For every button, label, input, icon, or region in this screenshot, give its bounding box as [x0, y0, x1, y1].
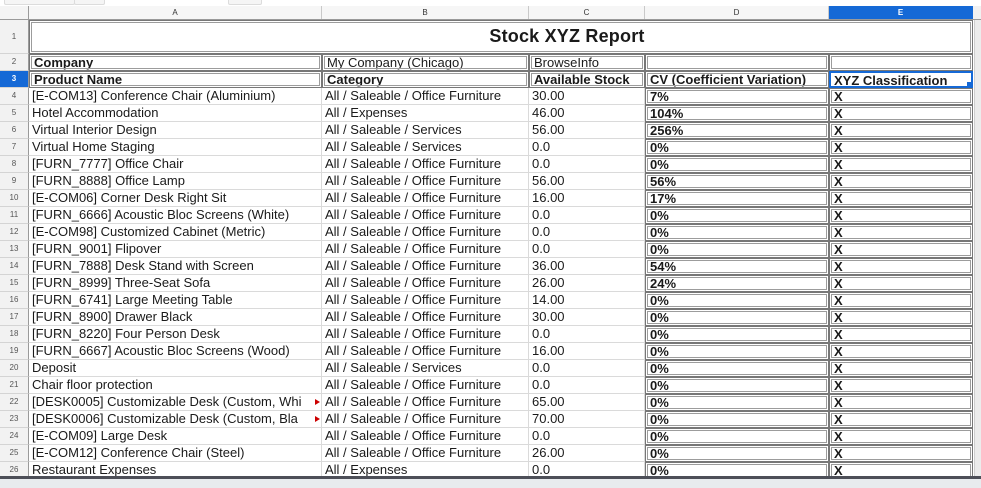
row-number[interactable]: 6	[0, 122, 29, 139]
cell-xyz-classification[interactable]: X	[829, 428, 973, 445]
cell-available-stock[interactable]: 26.00	[529, 445, 645, 462]
header-category[interactable]: Category	[322, 71, 529, 88]
cell-product-name[interactable]	[29, 224, 322, 241]
cell-xyz-classification[interactable]: X	[829, 309, 973, 326]
cell-category[interactable]: All / Saleable / Office Furniture	[322, 292, 529, 309]
row-header-3-selected[interactable]: 3	[0, 71, 29, 88]
header-product-name[interactable]: Product Name	[29, 71, 322, 88]
cell-category[interactable]: All / Saleable / Office Furniture	[322, 343, 529, 360]
cell-product-name[interactable]	[29, 190, 322, 207]
cell-cv[interactable]: 0%	[645, 377, 829, 394]
table-row	[0, 122, 974, 139]
cell-available-stock[interactable]: 0.0	[529, 360, 645, 377]
product-name-text: [FURN_6741] Large Meeting Table	[32, 292, 233, 307]
cell-product-name[interactable]	[29, 445, 322, 462]
table-row	[0, 190, 974, 207]
cell-available-stock[interactable]: 56.00	[529, 122, 645, 139]
cell-product-name[interactable]	[29, 292, 322, 309]
cell-category[interactable]: All / Saleable / Office Furniture	[322, 224, 529, 241]
cell-xyz-classification[interactable]: X	[829, 394, 973, 411]
cell-xyz-classification[interactable]: X	[829, 445, 973, 462]
product-name-text: [FURN_8999] Three-Seat Sofa	[32, 275, 211, 290]
product-name-text: [FURN_7888] Desk Stand with Screen	[32, 258, 254, 273]
cell-category[interactable]: All / Expenses	[322, 462, 529, 476]
cell-available-stock[interactable]: 0.0	[529, 139, 645, 156]
cell-xyz-classification[interactable]: X	[829, 88, 973, 105]
cell-available-stock[interactable]: 26.00	[529, 275, 645, 292]
product-name-text: Deposit	[32, 360, 77, 375]
cell-cv[interactable]: 17%	[645, 190, 829, 207]
product-name-text: Hotel Accommodation	[32, 105, 159, 120]
cell-cv[interactable]: 0%	[645, 241, 829, 258]
cell-available-stock[interactable]: 0.0	[529, 224, 645, 241]
toolbar-fragment	[228, 0, 262, 5]
cell-cv[interactable]: 56%	[645, 173, 829, 190]
cell-cv[interactable]: 0%	[645, 343, 829, 360]
row-number[interactable]: 10	[0, 190, 29, 207]
cell-available-stock[interactable]: 46.00	[529, 105, 645, 122]
cell-category[interactable]: All / Saleable / Office Furniture	[322, 275, 529, 292]
table-row	[0, 275, 974, 292]
cell-product-name[interactable]	[29, 411, 322, 428]
cell-xyz-classification[interactable]: X	[829, 411, 973, 428]
toolbar-fragment	[4, 0, 75, 5]
cell-category[interactable]: All / Saleable / Services	[322, 139, 529, 156]
cell-xyz-classification[interactable]: X	[829, 275, 973, 292]
row-number[interactable]: 11	[0, 207, 29, 224]
cell-cv[interactable]: 54%	[645, 258, 829, 275]
row-number[interactable]: 19	[0, 343, 29, 360]
cell-xyz-classification[interactable]: X	[829, 462, 973, 476]
cell-product-name[interactable]	[29, 207, 322, 224]
cell-product-name[interactable]	[29, 462, 322, 476]
cell-category[interactable]: All / Saleable / Office Furniture	[322, 207, 529, 224]
table-row	[0, 445, 974, 462]
row-number[interactable]: 18	[0, 326, 29, 343]
cell-xyz-classification[interactable]: X	[829, 292, 973, 309]
table-row	[0, 360, 974, 377]
cell-xyz-classification[interactable]: X	[829, 258, 973, 275]
row-number[interactable]: 23	[0, 411, 29, 428]
cell-xyz-classification[interactable]: X	[829, 377, 973, 394]
product-name-text: [DESK0005] Customizable Desk (Custom, Whi	[32, 394, 302, 409]
cell-available-stock[interactable]: 0.0	[529, 377, 645, 394]
cell-category[interactable]: All / Saleable / Office Furniture	[322, 88, 529, 105]
cell-available-stock[interactable]: 30.00	[529, 88, 645, 105]
cell-cv[interactable]: 0%	[645, 224, 829, 241]
cell-product-name[interactable]	[29, 428, 322, 445]
cell-available-stock[interactable]: 70.00	[529, 411, 645, 428]
table-row	[0, 258, 974, 275]
header-available-stock[interactable]: Available Stock	[529, 71, 645, 88]
cell-product-name[interactable]	[29, 360, 322, 377]
row-number[interactable]: 5	[0, 105, 29, 122]
product-name-text: [E-COM98] Customized Cabinet (Metric)	[32, 224, 266, 239]
product-name-text: [FURN_8888] Office Lamp	[32, 173, 185, 188]
cell-cv[interactable]: 0%	[645, 411, 829, 428]
cell-cv[interactable]: 256%	[645, 122, 829, 139]
row-number[interactable]: 20	[0, 360, 29, 377]
source-value-cell[interactable]: BrowseInfo	[529, 54, 645, 71]
sheet-area	[0, 20, 974, 476]
cell-cv[interactable]: 0%	[645, 156, 829, 173]
cell-available-stock[interactable]: 30.00	[529, 309, 645, 326]
cell-xyz-classification[interactable]: X	[829, 105, 973, 122]
cell-cv[interactable]: 0%	[645, 207, 829, 224]
cell-available-stock[interactable]: 0.0	[529, 207, 645, 224]
cell-product-name[interactable]	[29, 173, 322, 190]
table-row	[0, 139, 974, 156]
cell-product-name[interactable]	[29, 139, 322, 156]
row-number[interactable]: 16	[0, 292, 29, 309]
company-label-cell[interactable]: Company	[29, 54, 322, 71]
cell-product-name[interactable]	[29, 258, 322, 275]
product-name-text: [FURN_9001] Flipover	[32, 241, 162, 256]
row-header-2[interactable]: 2	[0, 54, 29, 71]
cell-category[interactable]: All / Saleable / Office Furniture	[322, 428, 529, 445]
toolbar-fragment	[74, 0, 105, 5]
table-row	[0, 105, 974, 122]
column-header-filler	[973, 6, 981, 19]
cell-available-stock[interactable]: 56.00	[529, 173, 645, 190]
cell-available-stock[interactable]: 16.00	[529, 190, 645, 207]
cell-category[interactable]: All / Expenses	[322, 105, 529, 122]
row-header-1[interactable]: 1	[0, 20, 29, 54]
cell-xyz-classification[interactable]: X	[829, 241, 973, 258]
cell-available-stock[interactable]: 65.00	[529, 394, 645, 411]
column-header-a[interactable]: A	[29, 6, 322, 19]
table-row	[0, 428, 974, 445]
column-header-c[interactable]: C	[529, 6, 645, 19]
cell-xyz-classification[interactable]: X	[829, 326, 973, 343]
column-header-b[interactable]: B	[322, 6, 529, 19]
cell-category[interactable]: All / Saleable / Services	[322, 360, 529, 377]
cell-xyz-classification[interactable]: X	[829, 156, 973, 173]
row-number[interactable]: 13	[0, 241, 29, 258]
cell-category[interactable]: All / Saleable / Office Furniture	[322, 326, 529, 343]
cell-category[interactable]: All / Saleable / Office Furniture	[322, 411, 529, 428]
title-row	[0, 20, 974, 54]
cell-xyz-classification[interactable]: X	[829, 224, 973, 241]
product-name-text: [FURN_8900] Drawer Black	[32, 309, 193, 324]
row-number[interactable]: 24	[0, 428, 29, 445]
report-title: Stock XYZ Report	[489, 26, 645, 46]
cell-category[interactable]: All / Saleable / Office Furniture	[322, 445, 529, 462]
table-header-row	[0, 71, 974, 88]
cell-cv[interactable]: 0%	[645, 445, 829, 462]
cell-product-name[interactable]	[29, 309, 322, 326]
header-cv[interactable]: CV (Coefficient Variation)	[645, 71, 829, 88]
row-number[interactable]: 17	[0, 309, 29, 326]
table-row	[0, 309, 974, 326]
cell-product-name[interactable]	[29, 343, 322, 360]
table-row	[0, 207, 974, 224]
row-number[interactable]: 21	[0, 377, 29, 394]
row-number[interactable]: 7	[0, 139, 29, 156]
cell-xyz-classification[interactable]: X	[829, 207, 973, 224]
cell-product-name[interactable]	[29, 105, 322, 122]
empty-cell-e2[interactable]	[829, 54, 973, 71]
cell-available-stock[interactable]: 14.00	[529, 292, 645, 309]
product-name-text: [FURN_6667] Acoustic Bloc Screens (Wood)	[32, 343, 290, 358]
cell-available-stock[interactable]: 16.00	[529, 343, 645, 360]
product-name-text: [FURN_8220] Four Person Desk	[32, 326, 220, 341]
cell-product-name[interactable]	[29, 241, 322, 258]
data-rows-container	[0, 88, 974, 476]
cell-cv[interactable]: 0%	[645, 309, 829, 326]
table-row	[0, 156, 974, 173]
column-header-d[interactable]: D	[645, 6, 829, 19]
table-row	[0, 241, 974, 258]
cell-product-name[interactable]	[29, 88, 322, 105]
cell-available-stock[interactable]: 36.00	[529, 258, 645, 275]
product-name-text: Restaurant Expenses	[32, 462, 157, 476]
cell-category[interactable]: All / Saleable / Office Furniture	[322, 394, 529, 411]
cell-cv[interactable]: 24%	[645, 275, 829, 292]
column-header-e-selected[interactable]: E	[829, 6, 973, 19]
product-name-text: [E-COM13] Conference Chair (Aluminium)	[32, 88, 276, 103]
product-name-text: Virtual Home Staging	[32, 139, 155, 154]
product-name-text: [DESK0006] Customizable Desk (Custom, Bla	[32, 411, 298, 426]
row-number[interactable]: 9	[0, 173, 29, 190]
table-row	[0, 343, 974, 360]
row-number[interactable]: 26	[0, 462, 29, 476]
select-all-corner[interactable]	[0, 6, 29, 19]
cell-cv[interactable]: 0%	[645, 360, 829, 377]
bottom-chrome-strip	[0, 479, 981, 488]
cell-category[interactable]: All / Saleable / Office Furniture	[322, 258, 529, 275]
cell-category[interactable]: All / Saleable / Office Furniture	[322, 156, 529, 173]
product-name-text: [FURN_7777] Office Chair	[32, 156, 184, 171]
product-name-text: [FURN_6666] Acoustic Bloc Screens (White)	[32, 207, 290, 222]
cell-cv[interactable]: 0%	[645, 428, 829, 445]
row-number[interactable]: 22	[0, 394, 29, 411]
cell-product-name[interactable]	[29, 394, 322, 411]
row-number[interactable]: 4	[0, 88, 29, 105]
cell-product-name[interactable]	[29, 275, 322, 292]
header-xyz-label: XYZ Classification	[834, 73, 948, 88]
table-row	[0, 377, 974, 394]
table-row	[0, 292, 974, 309]
text-overflow-icon	[315, 416, 320, 422]
cell-xyz-classification[interactable]: X	[829, 122, 973, 139]
table-row	[0, 411, 974, 428]
row-number[interactable]: 8	[0, 156, 29, 173]
cell-available-stock[interactable]: 0.0	[529, 428, 645, 445]
cell-cv[interactable]: 7%	[645, 88, 829, 105]
table-row	[0, 173, 974, 190]
product-name-text: [E-COM09] Large Desk	[32, 428, 168, 443]
cell-product-name[interactable]	[29, 156, 322, 173]
text-overflow-icon	[315, 399, 320, 405]
cell-category[interactable]: All / Saleable / Office Furniture	[322, 190, 529, 207]
cell-available-stock[interactable]: 0.0	[529, 241, 645, 258]
cell-cv[interactable]: 0%	[645, 462, 829, 476]
row-number[interactable]: 15	[0, 275, 29, 292]
cell-xyz-classification[interactable]: X	[829, 139, 973, 156]
cell-product-name[interactable]	[29, 377, 322, 394]
cell-category[interactable]: All / Saleable / Office Furniture	[322, 241, 529, 258]
table-row	[0, 224, 974, 241]
product-name-text: [E-COM06] Corner Desk Right Sit	[32, 190, 227, 205]
cell-cv[interactable]: 0%	[645, 292, 829, 309]
table-row	[0, 326, 974, 343]
header-xyz-selected-cell[interactable]	[829, 71, 973, 88]
product-name-text: Chair floor protection	[32, 377, 153, 392]
cell-xyz-classification[interactable]: X	[829, 173, 973, 190]
table-row	[0, 88, 974, 105]
cell-cv[interactable]: 0%	[645, 139, 829, 156]
row-number[interactable]: 12	[0, 224, 29, 241]
row-number[interactable]: 25	[0, 445, 29, 462]
cell-available-stock[interactable]: 0.0	[529, 156, 645, 173]
row-number[interactable]: 14	[0, 258, 29, 275]
cell-available-stock[interactable]: 0.0	[529, 326, 645, 343]
cell-category[interactable]: All / Saleable / Office Furniture	[322, 309, 529, 326]
cell-category[interactable]: All / Saleable / Office Furniture	[322, 377, 529, 394]
company-info-row	[0, 54, 974, 71]
cell-cv[interactable]: 104%	[645, 105, 829, 122]
cell-xyz-classification[interactable]: X	[829, 360, 973, 377]
table-row	[0, 394, 974, 411]
cell-xyz-classification[interactable]: X	[829, 190, 973, 207]
column-header-row	[0, 6, 981, 20]
cell-cv[interactable]: 0%	[645, 394, 829, 411]
cell-xyz-classification[interactable]: X	[829, 343, 973, 360]
report-title-cell[interactable]	[29, 20, 973, 54]
cell-category[interactable]: All / Saleable / Services	[322, 122, 529, 139]
table-row	[0, 462, 974, 476]
cell-category[interactable]: All / Saleable / Office Furniture	[322, 173, 529, 190]
vertical-scrollbar-area[interactable]	[974, 20, 981, 476]
product-name-text: [E-COM12] Conference Chair (Steel)	[32, 445, 245, 460]
cell-product-name[interactable]	[29, 326, 322, 343]
product-name-text: Virtual Interior Design	[32, 122, 157, 137]
cell-cv[interactable]: 0%	[645, 326, 829, 343]
cell-product-name[interactable]	[29, 122, 322, 139]
cell-available-stock[interactable]: 0.0	[529, 462, 645, 476]
empty-cell-d2[interactable]	[645, 54, 829, 71]
company-value-cell[interactable]: My Company (Chicago)	[322, 54, 529, 71]
selection-handle[interactable]	[967, 82, 972, 87]
